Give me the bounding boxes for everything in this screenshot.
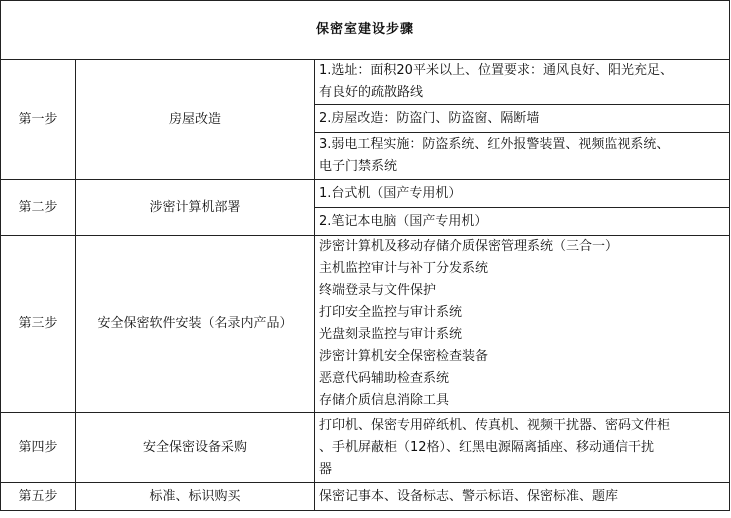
detail-line: 、手机屏蔽柜（12格）、红黑电源隔离插座、移动通信干扰 — [319, 439, 655, 455]
title-row — [1, 1, 730, 60]
detail-line: 保密记事本、设备标志、警示标语、保密标准、题库 — [319, 488, 619, 504]
detail-line: 有良好的疏散路线 — [319, 85, 424, 100]
step-4-detail — [315, 413, 730, 483]
detail-line: 光盘刻录监控与审计系统 — [319, 327, 463, 342]
step-3-detail — [315, 236, 730, 413]
table-title: 保密室建设步骤 — [1, 1, 730, 60]
detail-line: 终端登录与文件保护 — [319, 283, 437, 298]
detail-line: 打印机、保密专用碎纸机、传真机、视频干扰器、密码文件柜 — [319, 417, 671, 433]
table-row — [1, 236, 730, 413]
step-task-2: 涉密计算机部署 — [76, 180, 315, 236]
step-1-detail-3 — [315, 133, 730, 180]
detail-line: 2.笔记本电脑（国产专用机） — [319, 213, 488, 229]
step-label-5: 第五步 — [1, 483, 76, 511]
detail-line: 主机监控审计与补丁分发系统 — [319, 261, 489, 276]
step-1-detail-1 — [315, 60, 730, 105]
detail-line: 电子门禁系统 — [319, 159, 398, 174]
detail-line: 1.选址：面积20平米以上、位置要求：通风良好、阳光充足、 — [319, 63, 673, 78]
step-task-4: 安全保密设备采购 — [76, 413, 315, 483]
step-task-1: 房屋改造 — [76, 60, 315, 180]
step-2-detail-1 — [315, 180, 730, 208]
step-label-4: 第四步 — [1, 413, 76, 483]
detail-line: 打印安全监控与审计系统 — [319, 305, 463, 320]
step-task-3: 安全保密软件安装（名录内产品） — [76, 236, 315, 413]
detail-line: 存储介质信息消除工具 — [319, 393, 450, 408]
table-row — [1, 413, 730, 483]
detail-line: 涉密计算机及移动存储介质保密管理系统（三合一） — [319, 239, 619, 254]
detail-line: 涉密计算机安全保密检查装备 — [319, 349, 489, 364]
table-row — [1, 483, 730, 511]
step-label-3: 第三步 — [1, 236, 76, 413]
detail-line: 1.台式机（国产专用机） — [319, 185, 462, 201]
detail-line: 恶意代码辅助检查系统 — [319, 371, 450, 386]
step-5-detail — [315, 483, 730, 511]
step-2-detail-2 — [315, 208, 730, 236]
step-label-1: 第一步 — [1, 60, 76, 180]
detail-line: 器 — [319, 461, 333, 477]
table-row — [1, 180, 730, 208]
detail-line: 2.房屋改造：防盗门、防盗窗、隔断墙 — [319, 110, 540, 126]
step-task-5: 标准、标识购买 — [76, 483, 315, 511]
step-1-detail-2 — [315, 105, 730, 133]
table-row — [1, 60, 730, 105]
step-label-2: 第二步 — [1, 180, 76, 236]
detail-line: 3.弱电工程实施：防盗系统、红外报警装置、视频监视系统、 — [319, 137, 670, 152]
